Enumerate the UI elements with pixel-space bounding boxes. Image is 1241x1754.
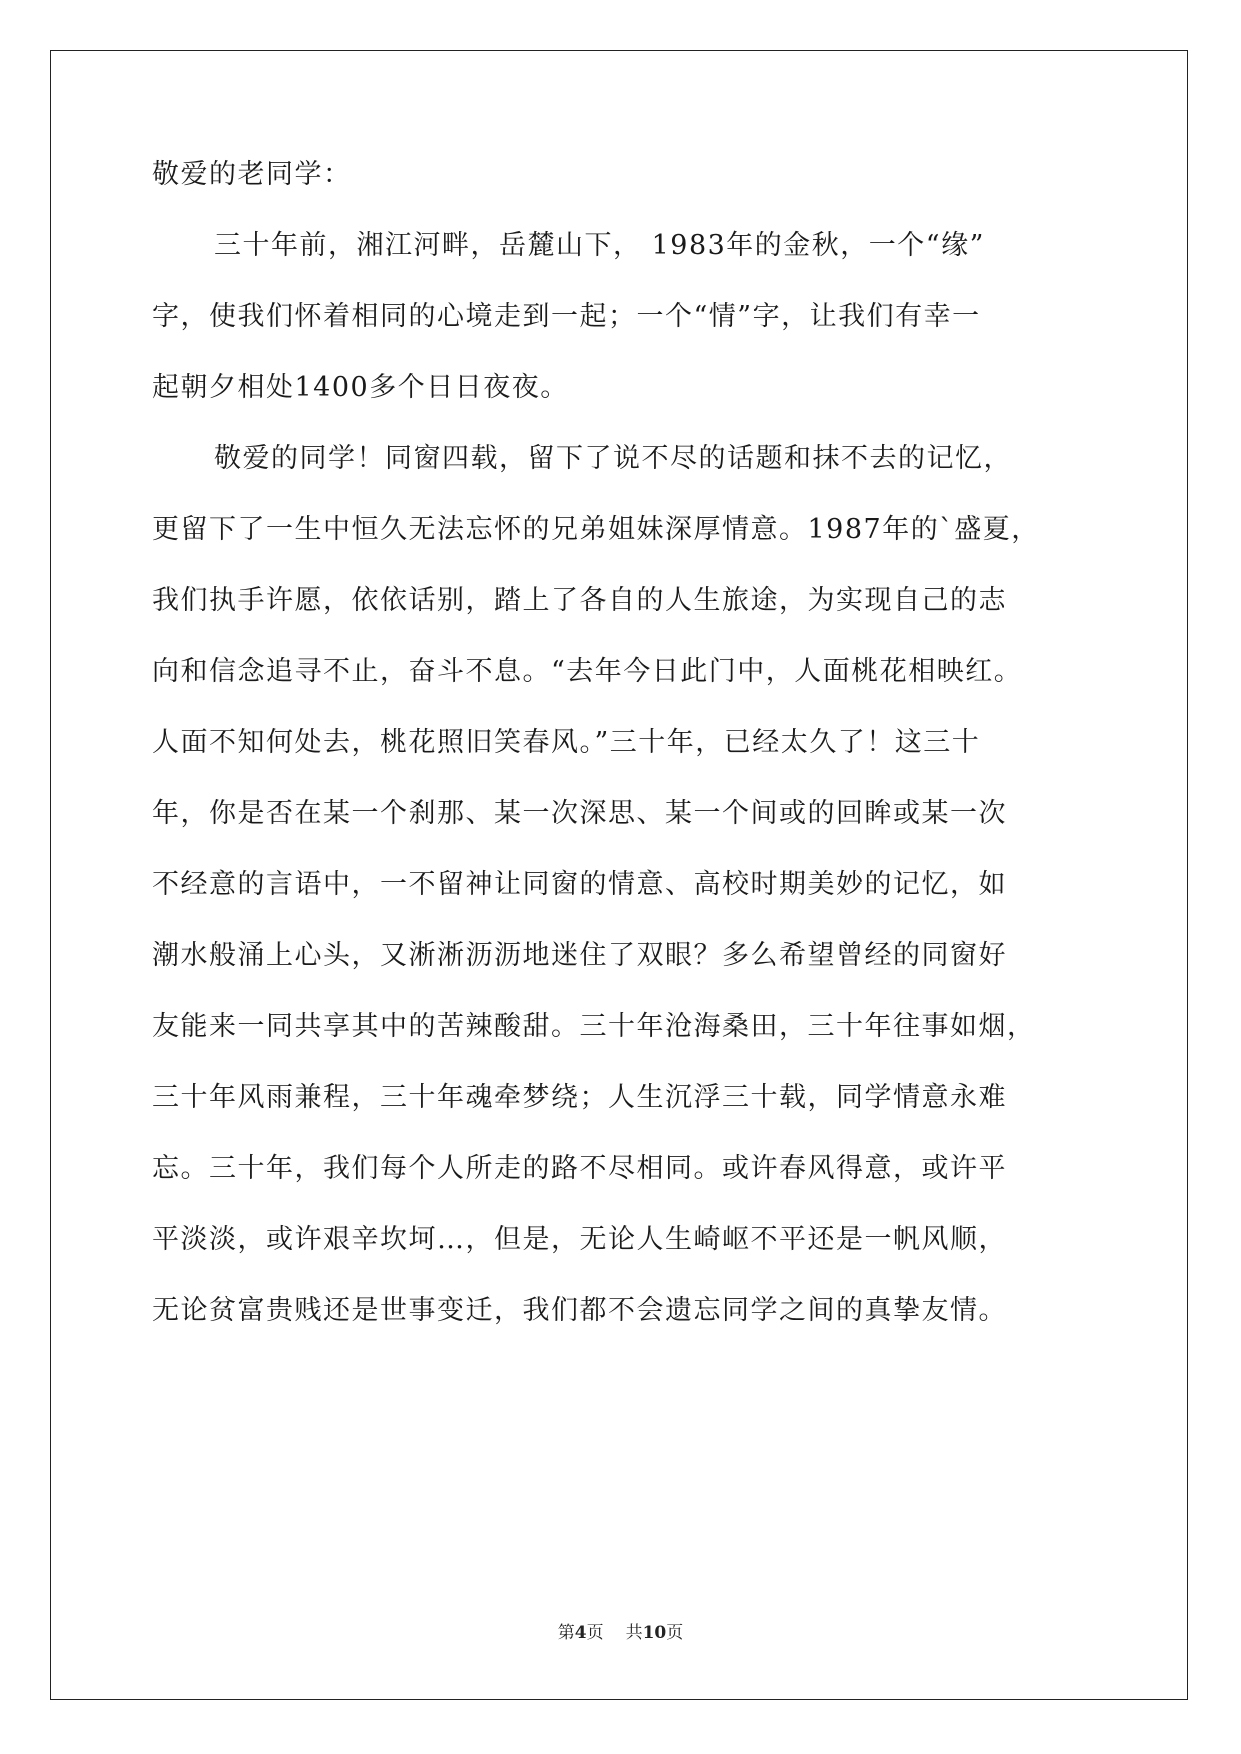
- paragraph-1-line-2: 字，使我们怀着相同的心境走到一起；一个“情”字，让我们有幸一: [152, 301, 981, 332]
- paragraph-2-line-8: 潮水般涌上心头，又淅淅沥沥地迷住了双眼？多么希望曾经的同窗好: [152, 940, 1007, 971]
- total-pages: 10: [642, 1623, 667, 1643]
- paragraph-2-line-3: 我们执手许愿，依依话别，踏上了各自的人生旅途，为实现自己的志: [152, 585, 1007, 616]
- page-suffix: 页: [586, 1623, 604, 1643]
- paragraph-2-line-13: 无论贫富贵贱还是世事变迁，我们都不会遗忘同学之间的真挚友情。: [152, 1295, 1007, 1326]
- paragraph-2-line-7: 不经意的言语中，一不留神让同窗的情意、高校时期美妙的记忆，如: [152, 869, 1007, 900]
- page-footer: [0, 1622, 1241, 1644]
- paragraph-2-line-6: 年，你是否在某一个刹那、某一次深思、某一个间或的回眸或某一次: [152, 798, 1007, 829]
- paragraph-2-line-9: 友能来一同共享其中的苦辣酸甜。三十年沧海桑田，三十年往事如烟，: [152, 1011, 1036, 1042]
- paragraph-1-line-3: 起朝夕相处1400多个日日夜夜。: [152, 372, 569, 403]
- page-number: 4: [574, 1623, 587, 1643]
- paragraph-2-line-2: 更留下了一生中恒久无法忘怀的兄弟姐妹深厚情意。1987年的`盛夏，: [152, 514, 1040, 545]
- salutation: 敬爱的老同学：: [152, 159, 352, 190]
- page-prefix: 第: [557, 1623, 575, 1643]
- paragraph-2-line-4: 向和信念追寻不止，奋斗不息。“去年今日此门中，人面桃花相映红。: [152, 656, 1023, 687]
- total-suffix: 页: [666, 1623, 684, 1643]
- paragraph-2-line-5: 人面不知何处去，桃花照旧笑春风。”三十年，已经太久了！这三十: [152, 727, 981, 758]
- paragraph-2-line-10: 三十年风雨兼程，三十年魂牵梦绕；人生沉浮三十载，同学情意永难: [152, 1082, 1007, 1113]
- paragraph-1-line-1: 三十年前，湘江河畔，岳麓山下， 1983年的金秋，一个“缘”: [214, 230, 985, 261]
- paragraph-2-line-11: 忘。三十年，我们每个人所走的路不尽相同。或许春风得意，或许平: [152, 1153, 1007, 1184]
- total-prefix: 共: [625, 1623, 643, 1643]
- paragraph-2-line-1: 敬爱的同学！同窗四载，留下了说不尽的话题和抹不去的记忆，: [214, 443, 1012, 474]
- paragraph-2-line-12: 平淡淡，或许艰辛坎坷…，但是，无论人生崎岖不平还是一帆风顺，: [152, 1224, 1007, 1255]
